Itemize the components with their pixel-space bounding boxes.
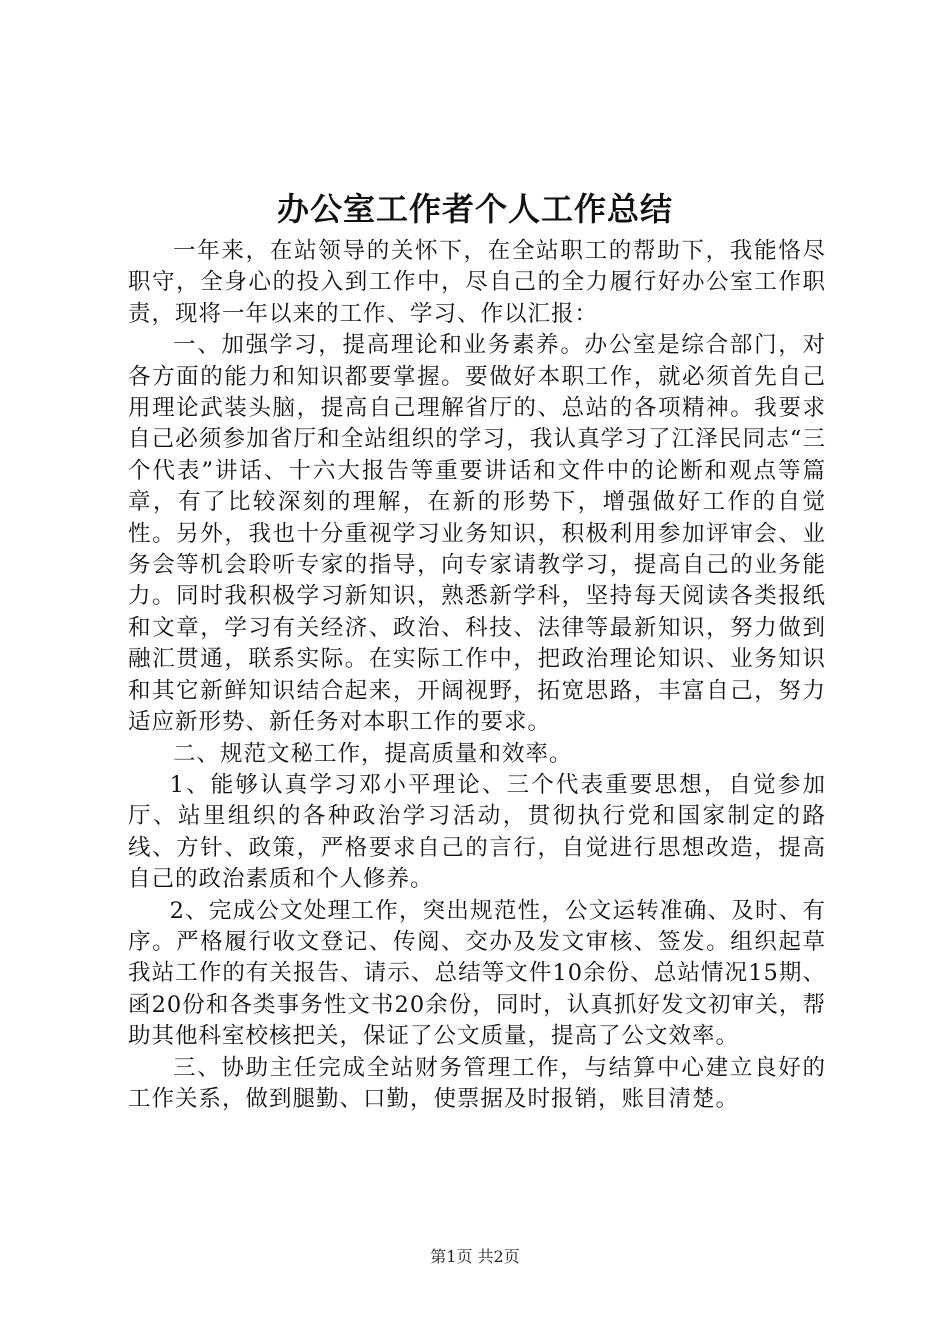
paragraph-intro: 一年来，在站领导的关怀下，在全站职工的帮助下，我能恪尽职守，全身心的投入到工作中，尽自己的全力履行好办公室工作职责，现将一年以来的工作、学习、作以汇报： (128, 238, 826, 327)
document-title: 办公室工作者个人工作总结 (276, 190, 673, 228)
paragraph-section-1: 一、加强学习，提高理论和业务素养。办公室是综合部门，对各方面的能力和知识都要掌握。要做好本职工作，就必须首先自己用理论武装头脑，提高自己理解省厅的、总站的各项精神。我要求自己必须参加省厅和全站组织的学习，我认真学习了江泽民同志“三个代表”讲话、十六大报告等重要讲话和文件中的论断和观点等篇章，有了比较深刻的理解，在新的形势下，增强做好工作的自觉性。另外，我也十分重视学习业务知识，积极利用参加评审会、业务会等机会聆听专家的指导，向专家请教学习，提高自己的业务能力。同时我积极学习新知识，熟悉新学科，坚持每天阅读各类报纸和文章，学习有关经济、政治、科技、法律等最新知识，努力做到融汇贯通，联系实际。在实际工作中，把政治理论知识、业务知识和其它新鲜知识结合起来，开阔视野，拓宽思路，丰富自己，努力适应新形势、新任务对本职工作的要求。 (128, 332, 826, 736)
page-number-footer: 第1页 共2页 (430, 1247, 520, 1266)
document-body (128, 236, 826, 1115)
paragraph-section-3: 三、协助主任完成全站财务管理工作，与结算中心建立良好的工作关系，做到腿勤、口勤，使票据及时报销，账目清楚。 (128, 1054, 826, 1112)
paragraph-item-2: 2、完成公文处理工作，突出规范性，公文运转准确、及时、有序。严格履行收文登记、传阅、交办及发文审核、签发。组织起草我站工作的有关报告、请示、总结等文件10余份、总站情况15期、函20份和各类事务性文书20余份，同时，认真抓好发文初审关，帮助其他科室校核把关，保证了公文质量，提高了公文效率。 (128, 897, 826, 1050)
paragraph-section-2-heading: 二、规范文秘工作，提高质量和效率。 (173, 740, 573, 767)
paragraph-item-1: 1、能够认真学习邓小平理论、三个代表重要思想，自觉参加厅、站里组织的各种政治学习活动，贯彻执行党和国家制定的路线、方针、政策，严格要求自己的言行，自觉进行思想改造，提高自己的政治素质和个人修养。 (128, 771, 826, 893)
